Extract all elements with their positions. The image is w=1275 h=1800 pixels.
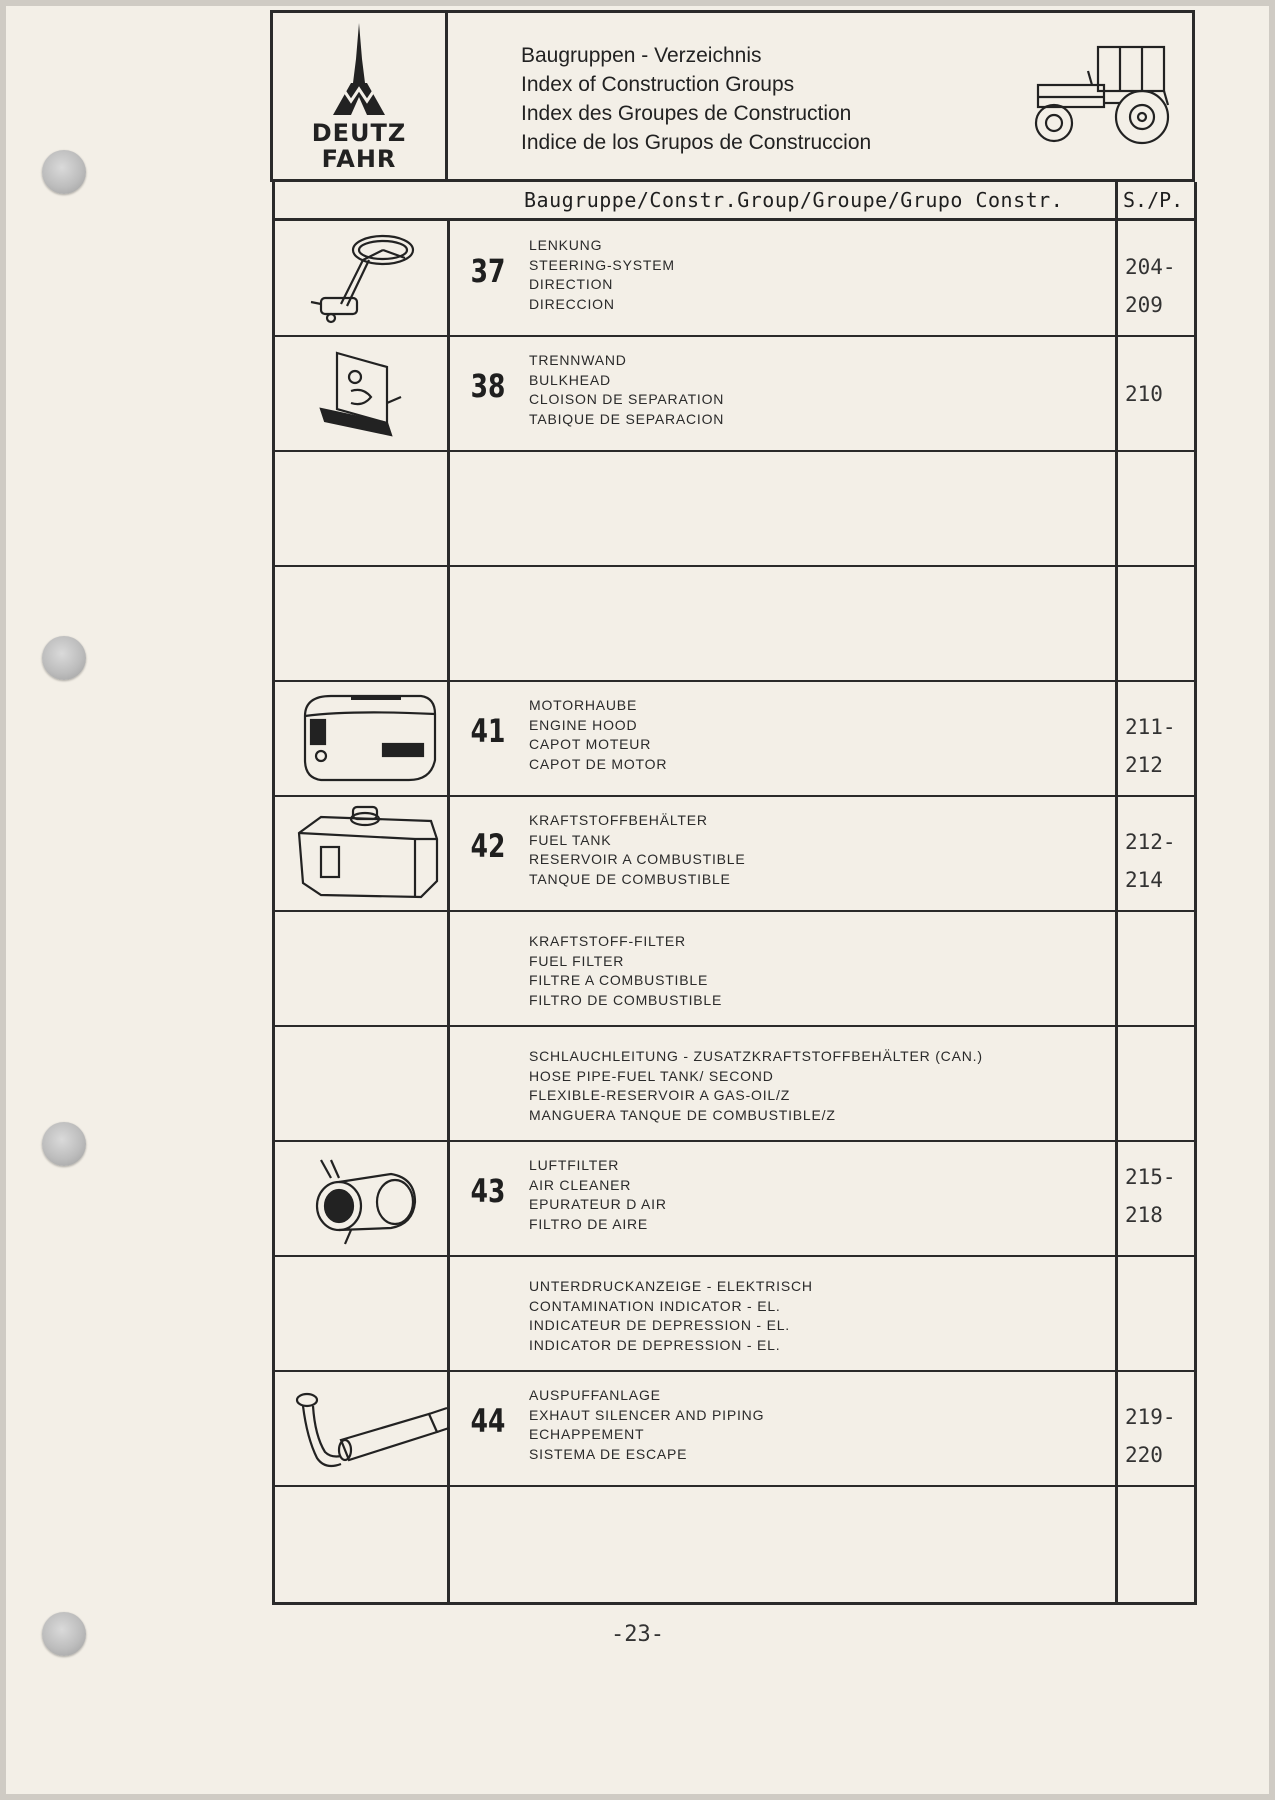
engine-hood-icon	[291, 688, 441, 788]
brand-line1: DEUTZ	[311, 119, 407, 147]
desc-line: EXHAUT SILENCER AND PIPING	[529, 1406, 765, 1423]
desc-line: FILTRO DE AIRE	[529, 1215, 649, 1232]
page-range	[1125, 823, 1176, 899]
desc-line: FLEXIBLE-RESERVOIR A GAS-OIL/Z	[529, 1087, 791, 1103]
tractor-icon	[1028, 41, 1178, 149]
title-fr: Index des Groupes de Construction	[521, 102, 852, 125]
page-start: 215-	[1125, 1165, 1176, 1189]
desc-line: DIRECTION	[529, 276, 614, 292]
desc-line: TANQUE DE COMBUSTIBLE	[529, 870, 731, 887]
page-start: 204-	[1125, 255, 1176, 279]
desc-line: LUFTFILTER	[529, 1157, 620, 1173]
group-number: 43	[470, 1172, 506, 1210]
group-description	[529, 811, 746, 889]
construction-group-table	[272, 182, 1197, 1605]
group-description	[529, 351, 724, 429]
desc-line: INDICATOR DE DEPRESSION - EL.	[529, 1336, 781, 1353]
punch-hole	[42, 1122, 86, 1166]
title-es: Indice de los Grupos de Construccion	[521, 131, 872, 154]
desc-line: BULKHEAD	[529, 371, 611, 388]
table-row	[275, 680, 1194, 797]
air-cleaner-icon	[291, 1148, 431, 1248]
row-illustration	[275, 680, 447, 795]
desc-line: INDICATEUR DE DEPRESSION - EL.	[529, 1317, 791, 1333]
table-row	[275, 1485, 1194, 1600]
desc-line: CLOISON DE SEPARATION	[529, 391, 725, 407]
group-number: 41	[470, 712, 506, 750]
desc-line: FILTRO DE COMBUSTIBLE	[529, 991, 723, 1008]
page-end: 212	[1125, 753, 1163, 777]
punch-hole	[42, 636, 86, 680]
desc-line: FUEL FILTER	[529, 952, 625, 969]
desc-line: RESERVOIR A COMBUSTIBLE	[529, 851, 746, 867]
page-start: 212-	[1125, 830, 1176, 854]
row-illustration	[275, 1370, 447, 1485]
desc-line: KRAFTSTOFFBEHÄLTER	[529, 812, 708, 828]
desc-line: CONTAMINATION INDICATOR - EL.	[529, 1297, 781, 1314]
desc-line: MOTORHAUBE	[529, 697, 638, 713]
group-number: 38	[470, 367, 506, 405]
desc-line: HOSE PIPE-FUEL TANK/ SECOND	[529, 1067, 774, 1084]
row-illustration	[275, 335, 447, 450]
table-row	[275, 1370, 1194, 1487]
desc-line: SISTEMA DE ESCAPE	[529, 1445, 688, 1462]
page-start: 210	[1125, 382, 1163, 406]
deutz-tower-icon	[281, 19, 437, 119]
group-column-label: Baugruppe/Constr.Group/Groupe/Grupo Constr.	[524, 188, 1064, 212]
desc-line: EPURATEUR D AIR	[529, 1196, 667, 1212]
header-block	[270, 10, 1195, 182]
group-number: 44	[470, 1402, 506, 1440]
page-number: -23-	[611, 1622, 664, 1647]
page-end: 209	[1125, 293, 1163, 317]
steering-wheel-icon	[291, 228, 431, 328]
group-description	[529, 236, 675, 314]
page-end: 220	[1125, 1443, 1163, 1467]
table-row	[275, 565, 1194, 682]
table-row	[275, 220, 1194, 337]
desc-line: CAPOT DE MOTOR	[529, 755, 668, 772]
desc-line: ECHAPPEMENT	[529, 1426, 645, 1442]
desc-line: TABIQUE DE SEPARACION	[529, 410, 725, 427]
desc-line: STEERING-SYSTEM	[529, 256, 675, 273]
page-start: 219-	[1125, 1405, 1176, 1429]
desc-line: DIRECCION	[529, 295, 615, 312]
desc-line: AUSPUFFANLAGE	[529, 1387, 661, 1403]
group-description	[529, 1386, 764, 1464]
group-number: 37	[470, 252, 506, 290]
brand-logo	[273, 13, 448, 179]
group-description	[529, 1047, 983, 1125]
page-range	[1125, 1398, 1176, 1474]
desc-line: AIR CLEANER	[529, 1176, 632, 1193]
group-description	[529, 1156, 667, 1234]
desc-line: FILTRE A COMBUSTIBLE	[529, 972, 709, 988]
page-column-label: S./P.	[1123, 188, 1184, 212]
row-illustration	[275, 795, 447, 910]
fuel-tank-icon	[291, 803, 441, 903]
brand-line2: FAHR	[321, 145, 397, 173]
desc-line: MANGUERA TANQUE DE COMBUSTIBLE/Z	[529, 1106, 836, 1123]
group-number: 42	[470, 827, 506, 865]
page-range	[1125, 375, 1163, 413]
desc-line: FUEL TANK	[529, 831, 612, 848]
group-description	[529, 932, 722, 1010]
desc-line: KRAFTSTOFF-FILTER	[529, 933, 686, 949]
desc-line: LENKUNG	[529, 237, 603, 253]
punch-hole	[42, 150, 86, 194]
group-description	[529, 696, 667, 774]
page-end: 214	[1125, 868, 1163, 892]
title-de: Baugruppen - Verzeichnis	[521, 44, 762, 67]
bulkhead-icon	[291, 343, 431, 443]
table-row	[275, 910, 1194, 1027]
page-range	[1125, 1158, 1176, 1234]
page-range	[1125, 248, 1176, 324]
desc-line: UNTERDRUCKANZEIGE - ELEKTRISCH	[529, 1278, 813, 1294]
page-range	[1125, 708, 1176, 784]
table-row	[275, 450, 1194, 567]
table-row	[275, 1025, 1194, 1142]
table-row	[275, 1140, 1194, 1257]
index-titles	[521, 41, 871, 157]
row-illustration	[275, 220, 447, 335]
group-description	[529, 1277, 813, 1355]
title-en: Index of Construction Groups	[521, 73, 795, 96]
row-illustration	[275, 1140, 447, 1255]
desc-line: ENGINE HOOD	[529, 716, 638, 733]
table-row	[275, 335, 1194, 452]
table-row	[275, 1255, 1194, 1372]
desc-line: SCHLAUCHLEITUNG - ZUSATZKRAFTSTOFFBEHÄLTER (CAN.)	[529, 1048, 983, 1064]
table-row	[275, 795, 1194, 912]
page-end: 218	[1125, 1203, 1163, 1227]
desc-line: TRENNWAND	[529, 352, 627, 368]
page-start: 211-	[1125, 715, 1176, 739]
column-header	[275, 182, 1194, 221]
image-column-header	[275, 182, 447, 218]
exhaust-silencer-icon	[291, 1378, 451, 1478]
desc-line: CAPOT MOTEUR	[529, 736, 652, 752]
